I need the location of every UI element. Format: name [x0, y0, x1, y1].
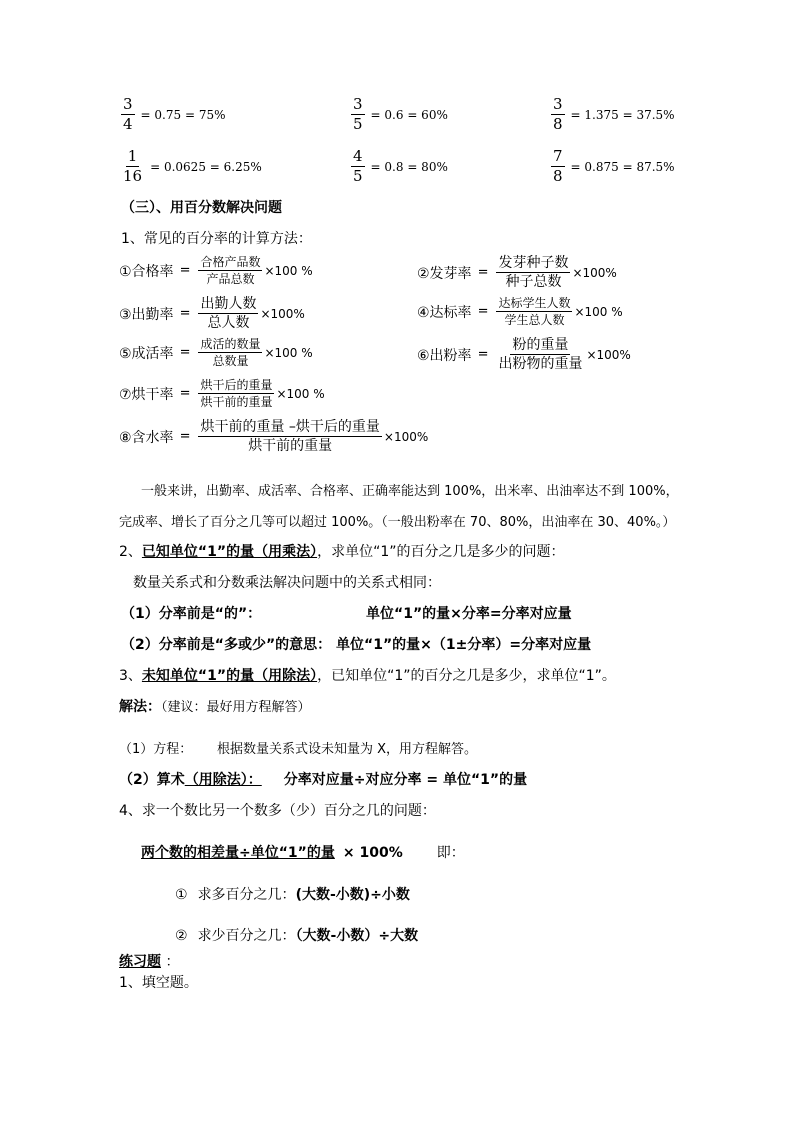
case2-line: [121, 634, 591, 654]
formula-percent: ×100%: [572, 265, 617, 280]
exercise-colon: ：: [165, 954, 180, 970]
formula-germination-rate: [417, 256, 617, 289]
difference-formula-ji: 即：: [436, 845, 465, 861]
numerator: 1: [127, 147, 138, 165]
equals-sign: =: [477, 347, 489, 362]
less-percent-formula: （大数-小数）÷大数: [295, 928, 419, 944]
item3-prefix: 3、: [119, 668, 142, 684]
equals-sign: =: [477, 304, 489, 319]
denominator: 5: [353, 115, 363, 133]
denominator: 5: [353, 167, 363, 185]
formula-flour-rate: [417, 338, 631, 371]
item2-suffix: ，求单位“1”的百分之几是多少的问题：: [317, 544, 565, 560]
formula-pass-rate: [119, 256, 313, 285]
formula-label: ④达标率: [417, 304, 472, 321]
formula-label: ⑧含水率: [119, 429, 174, 446]
fraction-3-5: [351, 97, 448, 132]
formula-standard-rate: [417, 297, 623, 326]
paragraph-line-1: 一般来讲，出勤率、成活率、合格率、正确率能达到 100%，出米率、出油率达不到 100%，: [141, 484, 679, 499]
exercise-heading: [119, 951, 179, 971]
item2-prefix: 2、: [119, 544, 142, 560]
fraction-3-4: [121, 97, 226, 132]
formula-label: ⑤成活率: [119, 345, 174, 362]
exercise-item-1: 1、填空题。: [119, 975, 198, 991]
fraction-value: = 0.8 = 80%: [370, 160, 448, 174]
formula-attendance-rate: [119, 297, 305, 330]
formula-percent: ×100 %: [264, 263, 313, 278]
item3-line: [119, 665, 616, 685]
item1-title: 1、常见的百分率的计算方法：: [121, 231, 312, 247]
formula-numerator: 成活的数量: [200, 337, 261, 351]
equals-sign: =: [179, 306, 191, 321]
formula-percent: ×100 %: [574, 304, 623, 319]
numerator: 3: [353, 95, 363, 113]
formula-denominator: 产品总数: [206, 272, 255, 286]
case2-label: （2）分率前是“多或少”的意思：: [121, 637, 332, 653]
arithmetic-line: [119, 769, 527, 789]
formula-label: ⑦烘干率: [119, 386, 174, 403]
equals-sign: =: [179, 386, 191, 401]
case1-label: （1）分率前是“的”：: [121, 606, 262, 622]
difference-formula: [141, 842, 465, 862]
fraction-1-16: [121, 149, 262, 184]
less-percent-text: 求少百分之几：: [197, 928, 296, 944]
formula-label: ⑥出粉率: [417, 347, 472, 364]
circled-one: ①: [175, 887, 188, 903]
equation-method-label: （1）方程：: [119, 742, 193, 757]
fraction-4-5: [351, 149, 448, 184]
case1-formula: 单位“1”的量×分率=分率对应量: [366, 606, 572, 622]
formula-numerator: 出勤人数: [200, 296, 257, 312]
fraction-value: = 0.875 = 87.5%: [570, 160, 675, 174]
fraction-3-8: [551, 97, 675, 132]
case2-formula: 单位“1”的量×（1±分率）=分率对应量: [336, 637, 592, 653]
numerator: 3: [123, 95, 133, 113]
formula-percent: ×100 %: [276, 386, 325, 401]
less-percent-line: [175, 925, 418, 945]
item2-note: 数量关系式和分数乘法解决问题中的关系式相同：: [133, 575, 441, 591]
formula-label: ③出勤率: [119, 306, 174, 323]
paragraph-line-2: 完成率、增长了百分之几等可以超过 100%。（一般出粉率在 70、80%，出油率在 30、40%。）: [119, 515, 676, 530]
numerator: 7: [553, 147, 563, 165]
more-percent-text: 求多百分之几：: [197, 887, 296, 903]
formula-denominator: 烘干前的重量: [248, 438, 333, 454]
formula-numerator: 发芽种子数: [498, 255, 569, 271]
formula-numerator: 烘干前的重量 –烘干后的重量: [200, 419, 380, 435]
item3-suffix: ，已知单位“1”的百分之几是多少，求单位“1”。: [317, 668, 616, 684]
difference-formula-times: × 100%: [342, 845, 403, 861]
fraction-7-8: [551, 149, 675, 184]
fraction-value: = 0.0625 = 6.25%: [150, 160, 262, 174]
item4-title: 4、求一个数比另一个数多（少）百分之几的问题：: [119, 803, 436, 819]
formula-percent: ×100%: [586, 347, 631, 362]
formula-denominator: 学生总人数: [504, 313, 565, 327]
fraction-value: = 0.75 = 75%: [140, 108, 226, 122]
formula-denominator: 总人数: [207, 315, 250, 331]
arithmetic-highlight: （用除法）：: [184, 772, 262, 788]
formula-denominator: 总数量: [212, 354, 249, 368]
item2-highlight: 已知单位“1”的量（用乘法）: [141, 544, 318, 560]
item3-highlight: 未知单位“1”的量（用除法）: [141, 668, 318, 684]
formula-percent: ×100%: [260, 306, 305, 321]
equals-sign: =: [179, 429, 191, 444]
more-percent-formula: (大数-小数)÷小数: [295, 887, 410, 903]
formula-numerator: 烘干后的重量: [200, 378, 273, 392]
formula-label: ②发芽率: [417, 265, 472, 282]
arithmetic-formula: 分率对应量÷对应分率 = 单位“1”的量: [283, 772, 528, 788]
formula-water-content: [119, 420, 428, 453]
numerator: 4: [353, 147, 363, 165]
formula-numerator: 达标学生人数: [498, 296, 571, 310]
section-title: （三）、用百分数解决问题: [121, 200, 282, 216]
equals-sign: =: [179, 263, 191, 278]
more-percent-line: [175, 884, 410, 904]
formula-percent: ×100%: [383, 429, 429, 444]
formula-numerator: 合格产品数: [200, 255, 261, 269]
denominator: 8: [553, 115, 563, 133]
denominator: 16: [123, 167, 143, 185]
fraction-value: = 0.6 = 60%: [370, 108, 448, 122]
formula-survival-rate: [119, 338, 313, 367]
method-line: [119, 696, 311, 716]
exercise-label: 练习题: [119, 954, 161, 970]
denominator: 4: [123, 115, 133, 133]
method-note: （建议：最好用方程解答）: [161, 700, 311, 715]
arithmetic-label: （2）算术: [119, 772, 185, 788]
numerator: 3: [553, 95, 563, 113]
formula-numerator: 粉的重量: [512, 337, 569, 353]
item2-line: [119, 541, 565, 561]
formula-denominator: 出粉物的重量: [498, 356, 583, 372]
formula-denominator: 种子总数: [505, 274, 562, 290]
equation-method-text: 根据数量关系式设未知量为 X，用方程解答。: [217, 742, 478, 757]
equals-sign: =: [477, 265, 489, 280]
formula-label: ①合格率: [119, 263, 174, 280]
formula-drying-rate: [119, 379, 325, 408]
circled-two: ②: [175, 928, 188, 944]
difference-formula-main: 两个数的相差量÷单位“1”的量: [141, 845, 335, 861]
formula-denominator: 烘干前的重量: [200, 395, 273, 409]
fraction-value: = 1.375 = 37.5%: [570, 108, 675, 122]
denominator: 8: [553, 167, 563, 185]
formula-percent: ×100 %: [264, 345, 313, 360]
equals-sign: =: [179, 345, 191, 360]
method-label: 解法：: [119, 699, 161, 715]
